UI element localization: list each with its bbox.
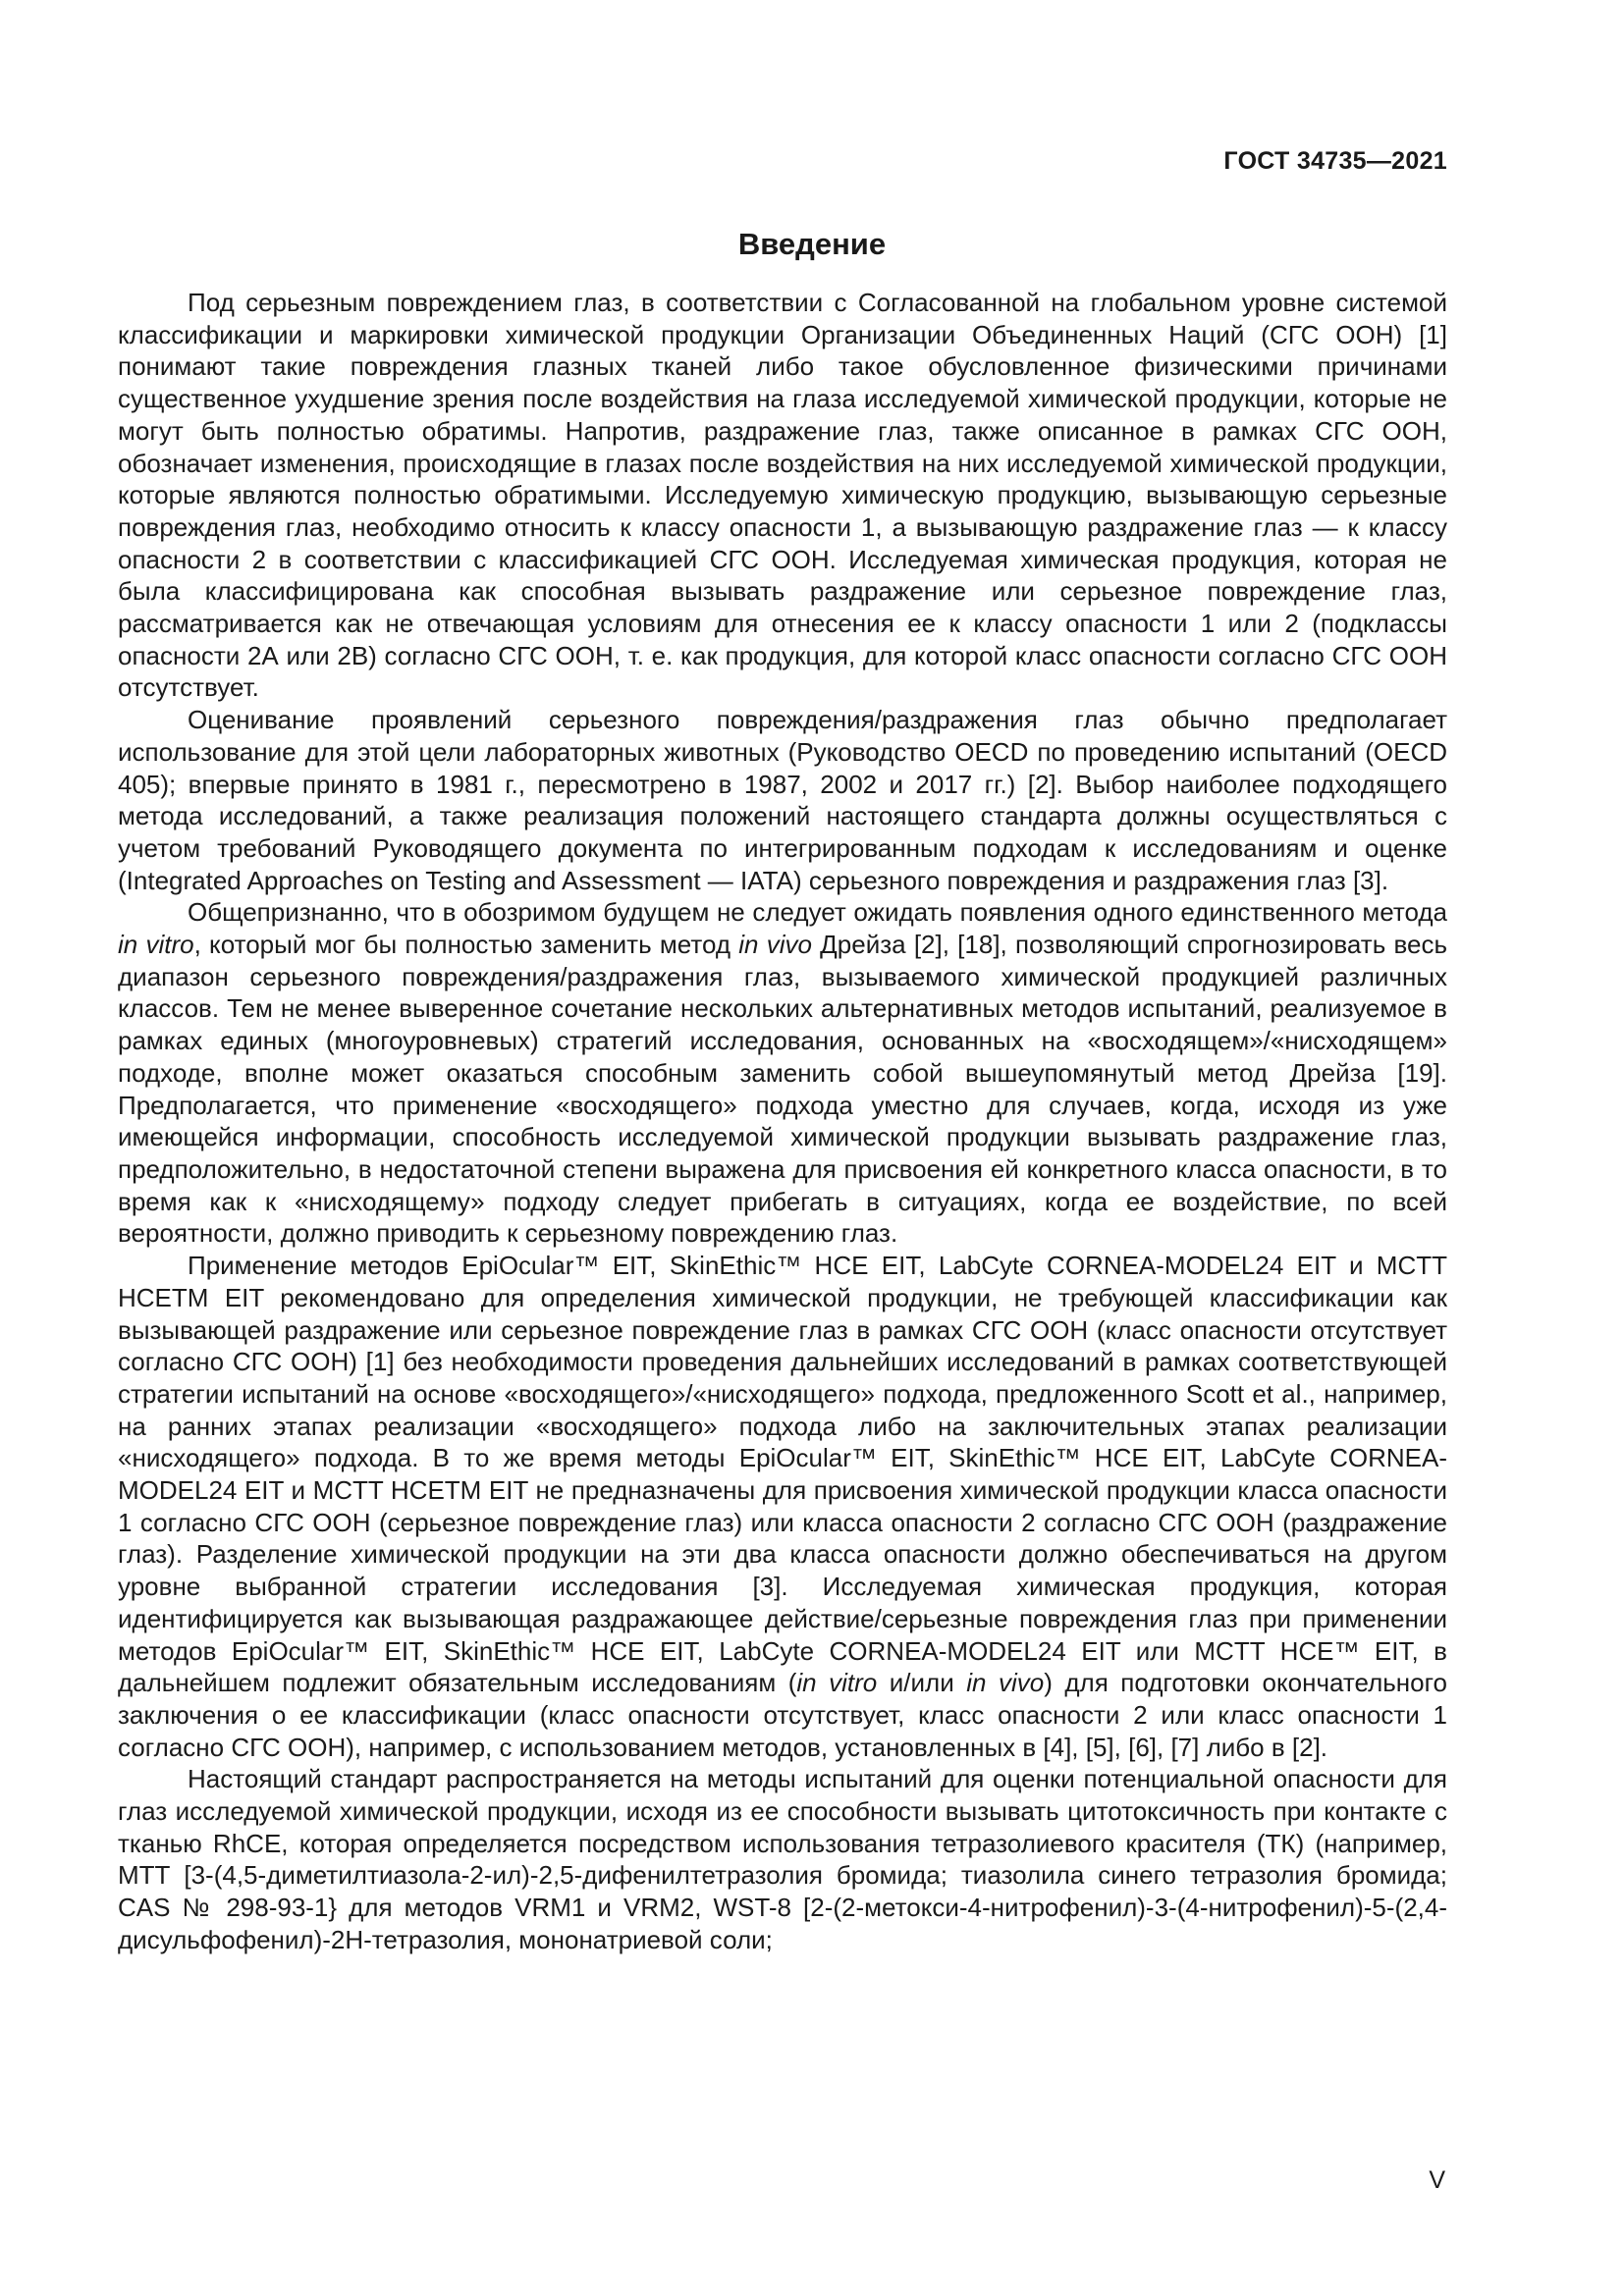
paragraph-text: и/или	[877, 1668, 967, 1698]
paragraph-text: Применение методов EpiOcular™ EIT, SkinEthic™ HCE EIT, LabCyte CORNEA-MODEL24 EIT и MCTT HCETM EIT рекомендовано для определения химической продукции, не требующей классификации как вызывающей раздражение или серьезное повреждение глаз в рамках СГС ООН (класс опасности отсутствует согласно СГС ООН) [1] без необходимости проведения дальнейших исследований в рамках соответствующей стратегии испытаний на основе «восходящего»/«нисходящего» подхода, предложенного Scott et al., например, на ранних этапах реализации «восходящего» подхода либо на заключительных этапах реализации «нисходящего» подхода. В то же время методы EpiOcular™ EIT, SkinEthic™ HCE EIT, LabCyte CORNEA-MODEL24 EIT и MCTT HCETM EIT не предназначены для присвоения химической продукции класса опасности 1 согласно СГС ООН (серьезное повреждение глаз) или класса опасности 2 согласно СГС ООН (раздражение глаз). Разделение химической продукции на эти два класса опасности должно обеспечиваться на другом уровне выбранной стратегии исследования [3]. Исследуемая химическая продукция, которая идентифицируется как вызывающая раздражающее действие/серьезные повреждения глаз при применении методов EpiOcular™ EIT, SkinEthic™ HCE EIT, LabCyte CORNEA-MODEL24 EIT или MCTT HCE™ EIT, в дальнейшем подлежит обязательным исследованиям (	[118, 1251, 1447, 1698]
paragraph-text: Общепризнанно, что в обозримом будущем не следует ожидать появления одного единственного метода	[188, 897, 1447, 928]
paragraph-text: Дрейза [2], [18], позволяющий спрогнозировать весь диапазон серьезного повреждения/раздражения глаз, вызываемого химической продукцией различных классов. Тем не менее выверенное сочетание нескольких альтернативных методов испытаний, реализуемое в рамках единых (многоуровневых) стратегий исследования, основанных на «восходящем»/«нисходящем» подходе, вполне может оказаться способным заменить собой вышеупомянутый метод Дрейза [19]. Предполагается, что применение «восходящего» подхода уместно для случаев, когда, исходя из уже имеющейся информации, способность исследуемой химической продукции вызывать раздражение глаз, предположительно, в недостаточной степени выражена для присвоения ей конкретного класса опасности, в то время как к «нисходящему» подходу следует прибегать в ситуациях, когда ее воздействие, по всей вероятности, должно приводить к серьезному повреждению глаз.	[118, 930, 1447, 1249]
paragraph-text: ) для подготовки окончательного заключения о ее классификации (класс опасности отсутствует, класс опасности 2 или класс опасности 1 согласно СГС ООН), например, с использованием методов, установленных в [4], [5], [6], [7] либо в [2].	[118, 1668, 1448, 1762]
paragraph	[118, 896, 1447, 1250]
paragraph	[118, 287, 1447, 704]
paragraph-text: Под серьезным повреждением глаз, в соответствии с Согласованной на глобальном уровне системой классификации и маркировки химической продукции Организации Объединенных Наций (СГС ООН) [1] понимают такие повреждения глазных тканей либо такое обусловленное физическими причинами существенное ухудшение зрения после воздействия на глаза исследуемой химической продукции, которые не могут быть полностью обратимы. Напротив, раздражение глаз, также описанное в рамках СГС ООН, обозначает изменения, происходящие в глазах после воздействия на них исследуемой химической продукции, которые являются полностью обратимыми. Исследуемую химическую продукцию, вызывающую серьезные повреждения глаз, необходимо относить к классу опасности 1, а вызывающую раздражение глаз — к классу опасности 2 в соответствии с классификацией СГС ООН. Исследуемая химическая продукция, которая не была классифицирована как способная вызывать раздражение или серьезное повреждение глаз, рассматривается как не отвечающая условиям для отнесения ее к классу опасности 1 или 2 (подклассы опасности 2А или 2В) согласно СГС ООН, т. е. как продукция, для которой класс опасности согласно СГС ООН отсутствует.	[118, 288, 1447, 703]
page-number: V	[1429, 2166, 1445, 2194]
paragraph	[118, 1250, 1447, 1763]
italic-term: in vitro	[796, 1668, 878, 1698]
italic-term: in vitro	[118, 930, 194, 960]
italic-term: in vivo	[738, 930, 812, 960]
document-body	[118, 287, 1447, 1956]
section-title: Введение	[737, 227, 887, 261]
paragraph-text: Настоящий стандарт распространяется на методы испытаний для оценки потенциальной опасности для глаз исследуемой химической продукции, исходя из ее способности вызывать цитотоксичность при контакте с тканью RhCE, которая определяется посредством использования тетразолиевого красителя (ТК) (например, МТТ [3-(4,5-диметилтиазола-2-ил)-2,5-дифенилтетразолия бромида; тиазолила синего тетразолия бромида; CAS № 298-93-1} для методов VRM1 и VRM2, WST-8 [2-(2-метокси-4-нитрофенил)-3-(4-нитрофенил)-5-(2,4-дисульфофенил)-2Н-тетразолия, мононатриевой соли;	[118, 1764, 1447, 1954]
document-number-header: ГОСТ 34735—2021	[1223, 147, 1447, 175]
italic-term: in vivo	[966, 1668, 1045, 1698]
paragraph	[118, 1763, 1447, 1955]
paragraph-text: Оценивание проявлений серьезного повреждения/раздражения глаз обычно предполагает использование для этой цели лабораторных животных (Руководство OECD по проведению испытаний (OECD 405); впервые принято в 1981 г., пересмотрено в 1987, 2002 и 2017 гг.) [2]. Выбор наиболее подходящего метода исследований, а также реализация положений настоящего стандарта должны осуществляться с учетом требований Руководящего документа по интегрированным подходам к исследованиям и оценке (Integrated Approaches on Testing and Assessment — IATA) серьезного повреждения и раздражения глаз [3].	[118, 705, 1447, 895]
paragraph	[118, 704, 1447, 896]
paragraph-text: , который мог бы полностью заменить метод	[193, 930, 739, 960]
